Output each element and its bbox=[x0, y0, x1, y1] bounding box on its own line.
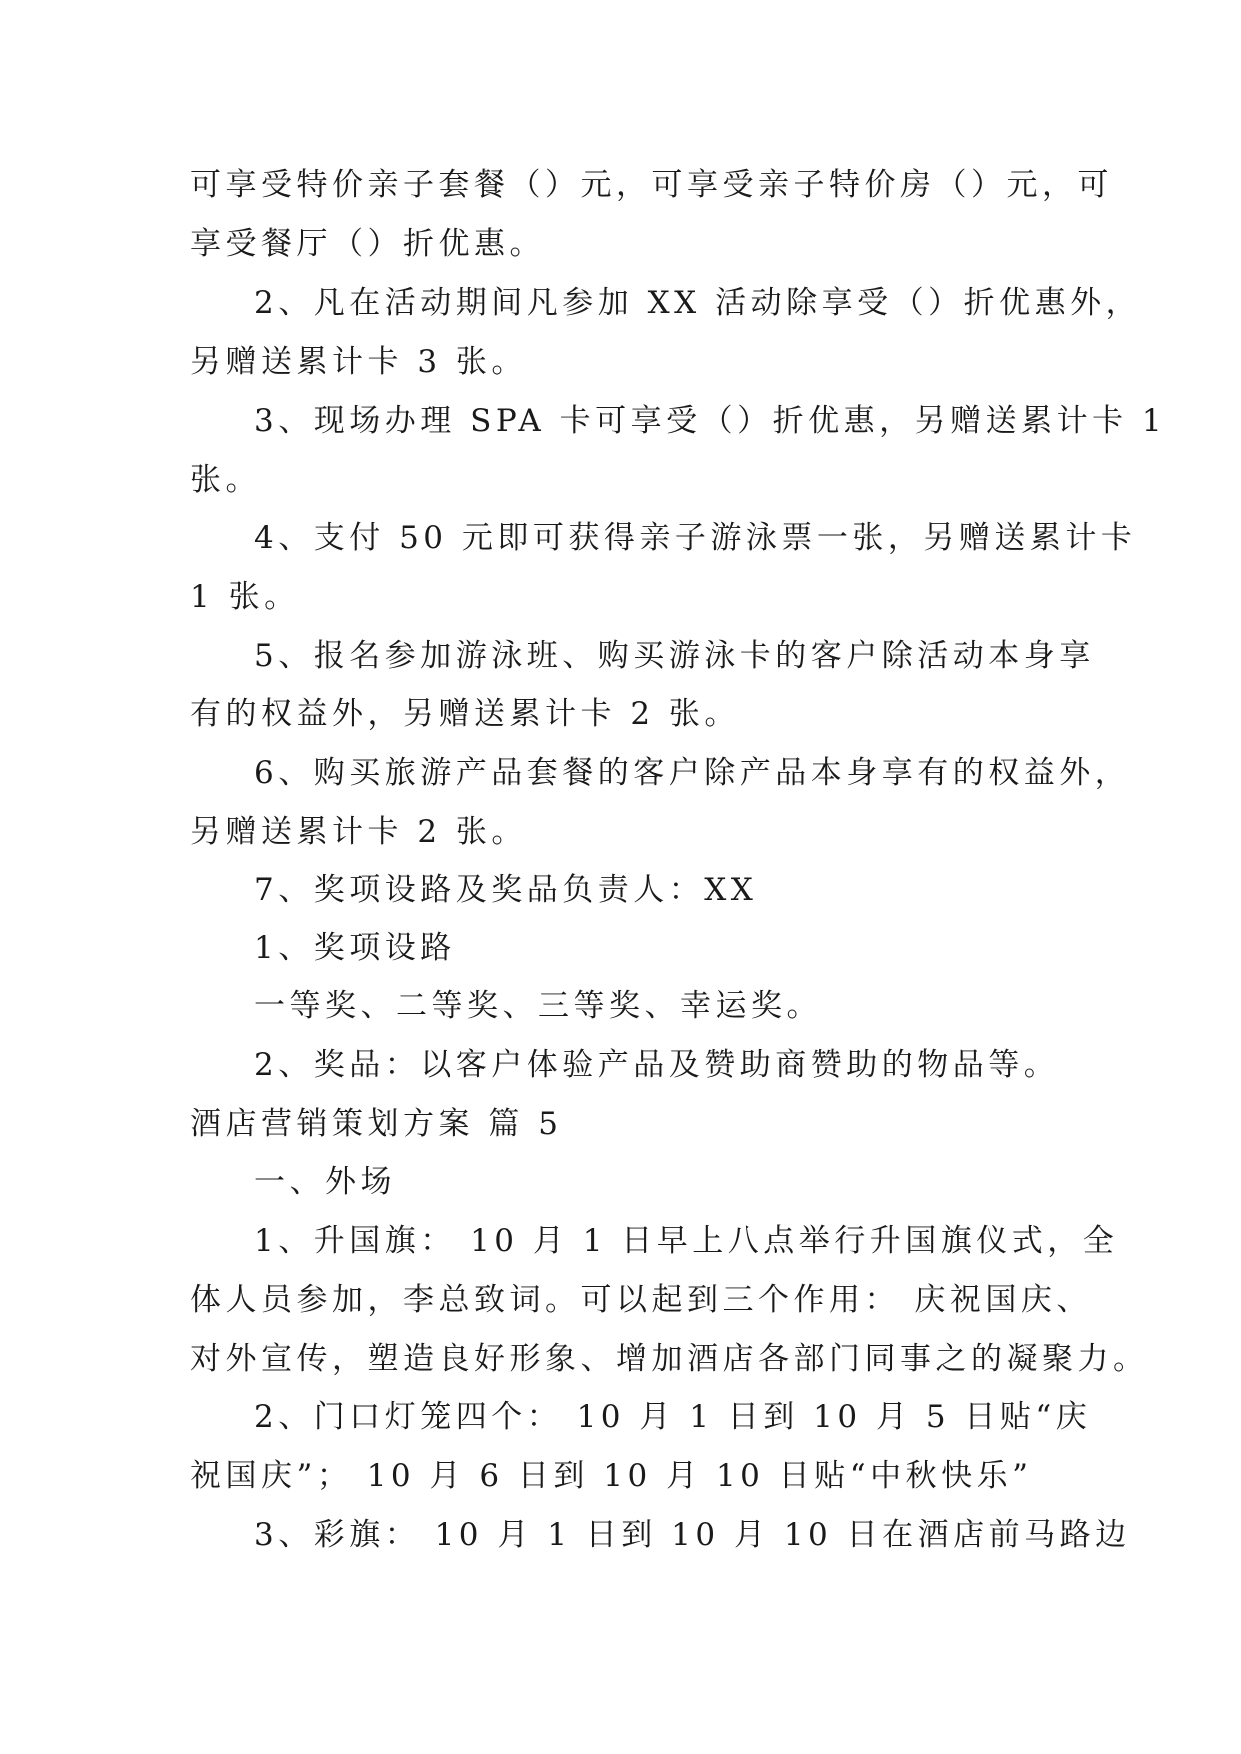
text-line: 1 张。 bbox=[190, 579, 300, 615]
text-line: 3、现场办理 SPA 卡可享受（）折优惠，另赠送累计卡 1 bbox=[254, 403, 1167, 439]
text-line: 6、购买旅游产品套餐的客户除产品本身享有的权益外， bbox=[254, 755, 1131, 791]
text-line: 另赠送累计卡 3 张。 bbox=[190, 344, 527, 380]
text-line: 4、支付 50 元即可获得亲子游泳票一张，另赠送累计卡 bbox=[254, 520, 1137, 556]
text-line: 3、彩旗： 10 月 1 日到 10 月 10 日在酒店前马路边 bbox=[254, 1517, 1131, 1553]
text-line: 7、奖项设路及奖品负责人：XX bbox=[254, 872, 758, 908]
text-line: 可享受特价亲子套餐（）元，可享受亲子特价房（）元，可 bbox=[190, 167, 1113, 203]
text-line: 1、升国旗： 10 月 1 日早上八点举行升国旗仪式，全 bbox=[254, 1223, 1119, 1259]
text-line: 另赠送累计卡 2 张。 bbox=[190, 814, 527, 850]
section-heading: 酒店营销策划方案 篇 5 bbox=[190, 1106, 563, 1142]
text-line: 张。 bbox=[190, 462, 261, 498]
text-line: 体人员参加，李总致词。可以起到三个作用： 庆祝国庆、 bbox=[190, 1282, 1092, 1318]
text-line: 对外宣传，塑造良好形象、增加酒店各部门同事之的凝聚力。 bbox=[190, 1341, 1149, 1377]
text-line: 祝国庆”； 10 月 6 日到 10 月 10 日贴“中秋快乐” bbox=[190, 1458, 1033, 1494]
text-line: 享受餐厅（）折优惠。 bbox=[190, 226, 545, 262]
text-line: 5、报名参加游泳班、购买游泳卡的客户除活动本身享 bbox=[254, 638, 1095, 674]
text-line: 2、门口灯笼四个： 10 月 1 日到 10 月 5 日贴“庆 bbox=[254, 1399, 1092, 1435]
text-line: 有的权益外，另赠送累计卡 2 张。 bbox=[190, 696, 740, 732]
text-line: 2、奖品：以客户体验产品及赞助商赞助的物品等。 bbox=[254, 1047, 1060, 1083]
text-line: 一、外场 bbox=[254, 1164, 396, 1200]
text-line: 1、奖项设路 bbox=[254, 930, 456, 966]
text-line: 一等奖、二等奖、三等奖、幸运奖。 bbox=[254, 988, 822, 1024]
text-line: 2、凡在活动期间凡参加 XX 活动除享受（）折优惠外， bbox=[254, 285, 1142, 321]
